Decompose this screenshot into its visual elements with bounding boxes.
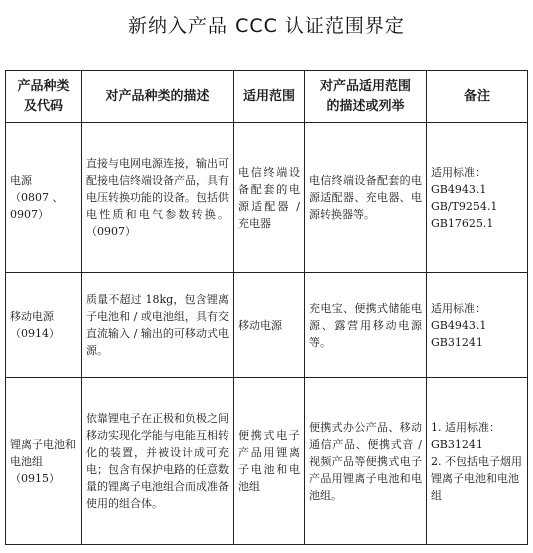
page-title: 新纳入产品 CCC 认证范围界定: [128, 15, 405, 37]
ccc-scope-table: [5, 70, 528, 545]
row-description: 质量不超过 18kg，包含锂离子电池和 / 或电池组，具有交直流输入 / 输出的可移动式电源。: [82, 273, 234, 378]
header-description: 对产品种类的描述: [82, 71, 234, 123]
header-scope: 适用范围: [234, 71, 305, 123]
table-row: [6, 273, 528, 378]
row-remarks: 适用标准： GB4943.1 GB/T9254.1 GB17625.1: [427, 123, 528, 273]
row-description: 直接与电网电源连接，输出可配接电信终端设备产品，具有电压转换功能的设备。包括供电性质和电气参数转换。（0907）: [82, 123, 234, 273]
row-category: 电源 （0807 、 0907）: [6, 123, 82, 273]
table-header-row: [6, 71, 528, 123]
row-scope: 便携式电子产品用锂离子电池和电池组: [234, 378, 305, 545]
row-examples: 充电宝、便携式储能电源、露营用移动电源等。: [305, 273, 427, 378]
row-category: 移动电源 （0914）: [6, 273, 82, 378]
row-scope: 电信终端设备配套的电源适配器 / 充电器: [234, 123, 305, 273]
header-category: 产品种类 及代码: [6, 71, 82, 123]
row-remarks: 适用标准： GB4943.1 GB31241: [427, 273, 528, 378]
row-scope: 移动电源: [234, 273, 305, 378]
table-row: [6, 123, 528, 273]
row-examples: 便携式办公产品、移动通信产品、便携式音 / 视频产品等便携式电子产品用锂离子电池和电池组。: [305, 378, 427, 545]
header-remarks: 备注: [427, 71, 528, 123]
row-examples: 电信终端设备配套的电源适配器、充电器、电源转换器等。: [305, 123, 427, 273]
row-category: 锂离子电池和电池组 （0915）: [6, 378, 82, 545]
header-examples: 对产品适用范围 的描述或列举: [305, 71, 427, 123]
table-row: [6, 378, 528, 545]
row-description: 依靠锂电子在正极和负极之间移动实现化学能与电能互相转化的装置，并被设计成可充电；包含有保护电路的任意数量的锂离子电池组合而成准备使用的组合体。: [82, 378, 234, 545]
row-remarks: 1. 适用标准： GB31241 2. 不包括电子烟用锂离子电池和电池组: [427, 378, 528, 545]
